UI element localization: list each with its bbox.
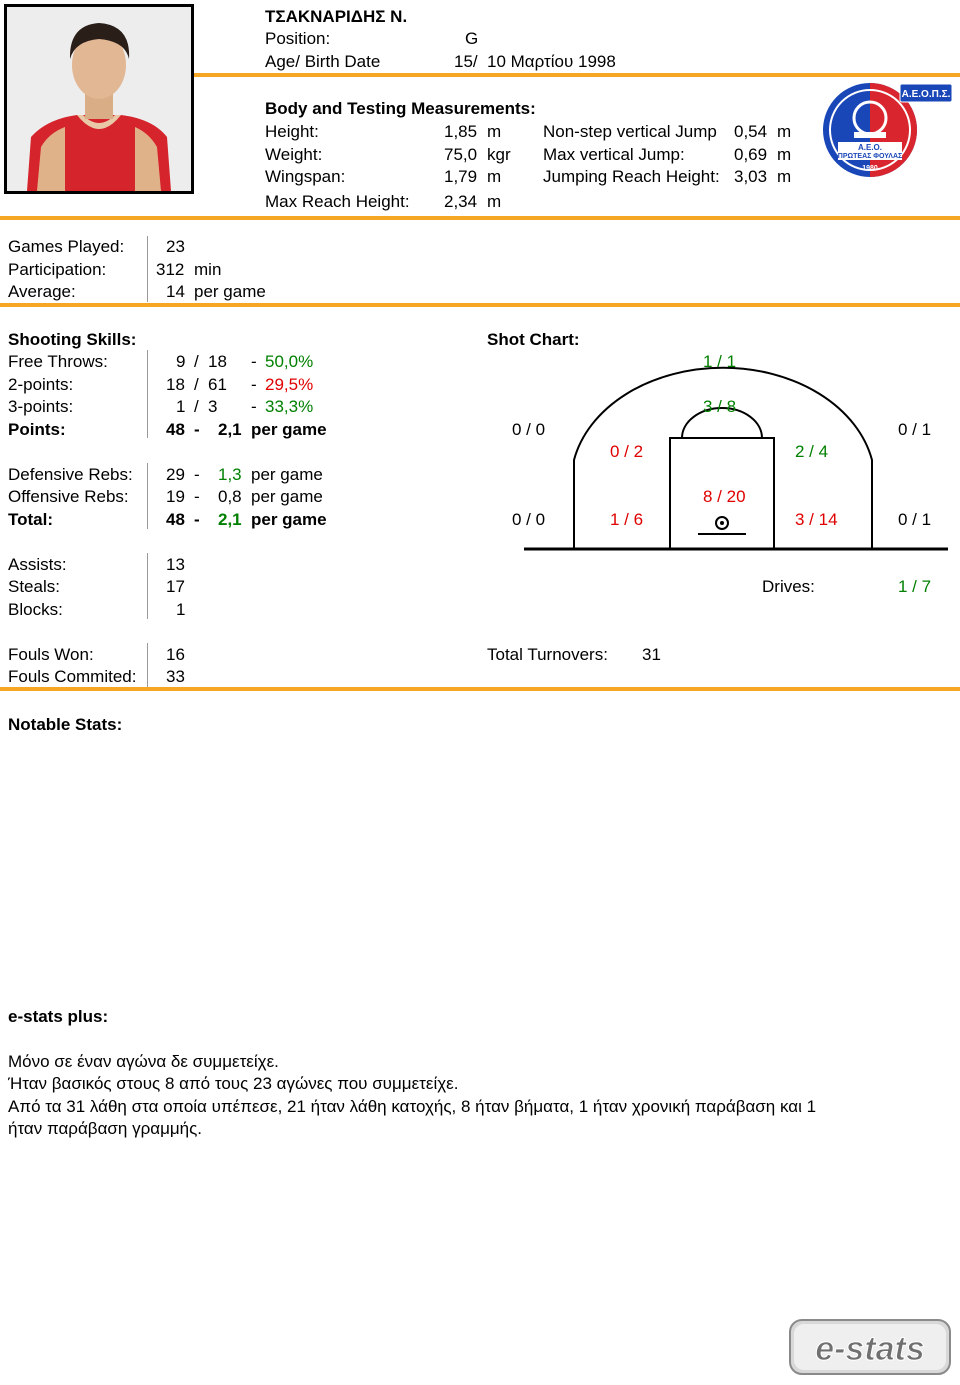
drives-label: Drives: (762, 577, 815, 596)
assists-label: Assists: (8, 555, 67, 574)
position-value: G (465, 29, 479, 48)
weight-unit: kgr (487, 145, 511, 164)
participation-value: 312 (156, 260, 185, 279)
shot-left-elbow: 0 / 2 (610, 442, 644, 461)
p3-pct: 33,3% (265, 397, 314, 416)
p3-att: 3 (208, 397, 218, 416)
total-rebs-dash: - (194, 510, 200, 529)
player-photo (4, 4, 194, 194)
height-value: 1,85 (444, 122, 478, 141)
height-label: Height: (265, 122, 319, 141)
p3-made: 1 (176, 397, 186, 416)
jumpreach-label: Jumping Reach Height: (543, 167, 720, 186)
participation-label: Participation: (8, 260, 107, 279)
player-name: ΤΣΑΚΝΑΡΙΔΗΣ Ν. (265, 7, 408, 26)
fouls-won-value: 16 (166, 645, 185, 664)
def-rebs-unit: per game (251, 465, 323, 484)
header-divider (194, 73, 960, 77)
nonstep-value: 0,54 (734, 122, 768, 141)
jumpreach-unit: m (777, 167, 792, 186)
estats-plus-line: Μόνο σε έναν αγώνα δε συμμετείχε. (8, 1052, 279, 1071)
steals-label: Steals: (8, 577, 60, 596)
measurements-divider (0, 216, 960, 220)
rebounds-separator (147, 463, 148, 529)
p2-slash: / (194, 375, 199, 394)
ft-att: 18 (208, 352, 227, 371)
def-rebs-label: Defensive Rebs: (8, 465, 133, 484)
wingspan-unit: m (487, 167, 502, 186)
reach-label: Max Reach Height: (265, 192, 410, 211)
games-separator (147, 236, 148, 302)
maxvert-value: 0,69 (734, 145, 768, 164)
reach-unit: m (487, 192, 502, 211)
off-rebs-unit: per game (251, 487, 323, 506)
shot-paint: 8 / 20 (703, 487, 746, 506)
birth-date: 10 Μαρτίου 1998 (487, 52, 616, 71)
ft-pct: 50,0% (265, 352, 314, 371)
p3-slash: / (194, 397, 199, 416)
shot-chart-court (500, 340, 960, 560)
points-value: 48 (166, 420, 185, 439)
weight-value: 75,0 (444, 145, 478, 164)
club-logo-sub1: Α.Ε.Ο. (857, 143, 883, 152)
ft-label: Free Throws: (8, 352, 108, 371)
average-unit: per game (194, 282, 266, 301)
nonstep-label: Non-step vertical Jump (543, 122, 717, 141)
fouls-committed-value: 33 (166, 667, 185, 686)
nonstep-unit: m (777, 122, 792, 141)
participation-unit: min (194, 260, 222, 279)
measurements-title: Body and Testing Measurements: (265, 99, 536, 118)
def-rebs-dash: - (194, 465, 200, 484)
p2-dash: - (251, 375, 257, 394)
shot-left-corner-high: 0 / 0 (512, 420, 546, 439)
wingspan-value: 1,79 (444, 167, 478, 186)
points-label: Points: (8, 420, 66, 439)
fouls-committed-label: Fouls Commited: (8, 667, 137, 686)
shot-top-center: 1 / 1 (703, 352, 737, 371)
shooting-title: Shooting Skills: (8, 330, 137, 349)
notable-title: Notable Stats: (8, 715, 123, 734)
shot-left-baseline: 1 / 6 (610, 510, 644, 529)
ft-made: 9 (176, 352, 186, 371)
other-separator (147, 553, 148, 619)
p2-label: 2-points: (8, 375, 74, 394)
blocks-value: 1 (176, 600, 186, 619)
p2-pct: 29,5% (265, 375, 314, 394)
club-logo-year: 1980 (862, 165, 878, 172)
points-avg: 2,1 (218, 420, 242, 439)
shooting-separator (147, 350, 148, 438)
position-label: Position: (265, 29, 331, 48)
club-logo (816, 80, 954, 180)
def-rebs-value: 29 (166, 465, 185, 484)
fouls-won-label: Fouls Won: (8, 645, 94, 664)
weight-label: Weight: (265, 145, 323, 164)
drives-value: 1 / 7 (898, 577, 932, 596)
games-played-label: Games Played: (8, 237, 125, 256)
ft-dash: - (251, 352, 257, 371)
club-logo-text: Α.Ε.Ο.Π.Σ. (901, 89, 951, 100)
maxvert-unit: m (777, 145, 792, 164)
estats-logo-text: e-stats (815, 1330, 925, 1368)
maxvert-label: Max vertical Jump: (543, 145, 685, 164)
average-label: Average: (8, 282, 76, 301)
games-divider (0, 303, 960, 307)
points-unit: per game (251, 420, 327, 439)
blocks-label: Blocks: (8, 600, 63, 619)
p3-label: 3-points: (8, 397, 74, 416)
estats-logo (788, 1318, 952, 1376)
estats-plus-line: ήταν παράβαση γραμμής. (8, 1119, 203, 1138)
shot-right-corner-high: 0 / 1 (898, 420, 932, 439)
estats-plus-title: e-stats plus: (8, 1007, 109, 1026)
fouls-separator (147, 643, 148, 687)
average-value: 14 (166, 282, 185, 301)
off-rebs-avg: 0,8 (218, 487, 242, 506)
shot-right-wing: 2 / 4 (795, 442, 829, 461)
off-rebs-value: 19 (166, 487, 185, 506)
total-rebs-value: 48 (166, 510, 185, 529)
off-rebs-label: Offensive Rebs: (8, 487, 129, 506)
wingspan-label: Wingspan: (265, 167, 346, 186)
jumpreach-value: 3,03 (734, 167, 768, 186)
total-rebs-label: Total: (8, 510, 54, 529)
total-rebs-avg: 2,1 (218, 510, 242, 529)
shot-chart-title: Shot Chart: (487, 330, 580, 349)
p2-made: 18 (166, 375, 185, 394)
off-rebs-dash: - (194, 487, 200, 506)
height-unit: m (487, 122, 502, 141)
turnovers-value: 31 (642, 645, 661, 664)
games-played-value: 23 (166, 237, 185, 256)
reach-value: 2,34 (444, 192, 478, 211)
p3-dash: - (251, 397, 257, 416)
club-logo-sub2: ΠΡΩΤΕΑΣ ΦΟΥΛΑΣ (837, 153, 903, 160)
p2-att: 61 (208, 375, 227, 394)
steals-value: 17 (166, 577, 185, 596)
estats-plus-line: Από τα 31 λάθη στα οποία υπέπεσε, 21 ήταν λάθη κατοχής, 8 ήταν βήματα, 1 ήταν χρονική παράβαση και 1 (8, 1097, 817, 1116)
points-dash: - (194, 420, 200, 439)
shot-right-corner-low: 0 / 1 (898, 510, 932, 529)
turnovers-label: Total Turnovers: (487, 645, 608, 664)
total-rebs-unit: per game (251, 510, 327, 529)
assists-value: 13 (166, 555, 185, 574)
age-value: 15/ (454, 52, 478, 71)
ft-slash: / (194, 352, 199, 371)
age-label: Age/ Birth Date (265, 52, 381, 71)
estats-plus-line: Ήταν βασικός στους 8 από τους 23 αγώνες που συμμετείχε. (8, 1074, 459, 1093)
def-rebs-avg: 1,3 (218, 465, 242, 484)
shot-top-key: 3 / 8 (703, 397, 737, 416)
stats-divider (0, 687, 960, 691)
shot-left-corner-low: 0 / 0 (512, 510, 546, 529)
shot-right-baseline: 3 / 14 (795, 510, 838, 529)
